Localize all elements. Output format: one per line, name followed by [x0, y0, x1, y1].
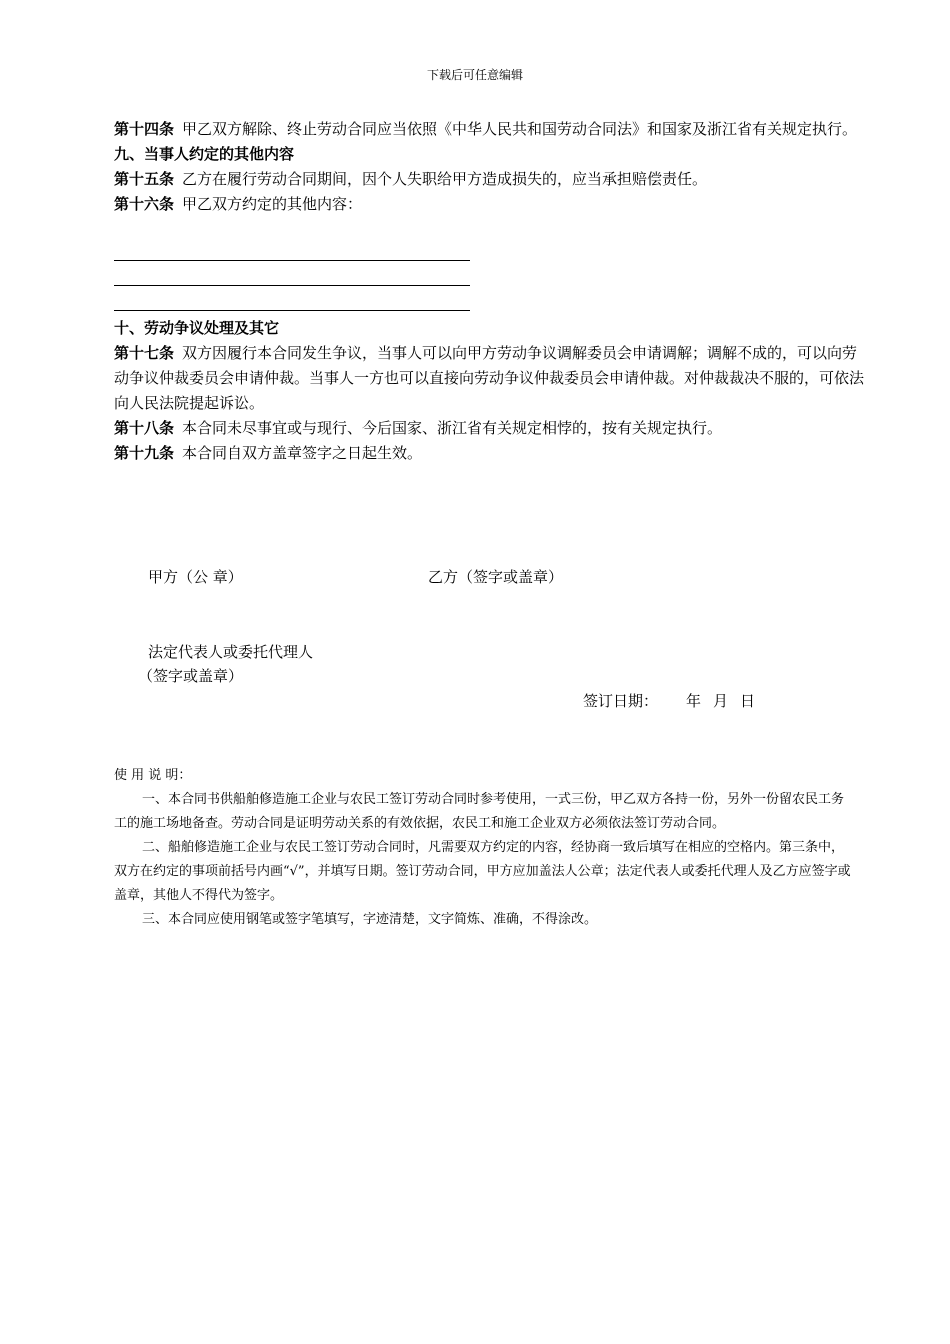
day-label: 日 — [740, 692, 756, 710]
article-17 — [114, 341, 864, 416]
usage-notes-title: 使 用 说 明： — [114, 768, 192, 783]
party-b-sign-label: 乙方（签字或盖章） — [428, 568, 564, 586]
usage-notes — [114, 764, 854, 932]
article-text: 本合同未尽事宜或与现行、今后国家、浙江省有关规定相悖的，按有关规定执行。 — [182, 419, 723, 437]
article-text: 本合同自双方盖章签字之日起生效。 — [182, 444, 423, 462]
article-label: 第十九条 — [114, 444, 175, 462]
party-a-seal-label: 甲方（公 章） — [148, 568, 243, 586]
usage-note-1: 一、本合同书供船舶修造施工企业与农民工签订劳动合同时参考使用，一式三份，甲乙双方各持一份，另外一份留农民工务工的施工场地备查。劳动合同是证明劳动关系的有效依据，农民工和施工企业双方必须依法签订劳动合同。 — [114, 792, 845, 831]
year-label: 年 — [686, 692, 702, 710]
representative-sign-label: （签字或盖章） — [138, 667, 244, 685]
article-18 — [114, 416, 864, 441]
article-label: 第十四条 — [114, 120, 175, 138]
section-heading-9: 九、当事人约定的其他内容 — [114, 145, 295, 163]
article-label: 第十六条 — [114, 195, 175, 213]
blank-fill-line-1 — [114, 260, 470, 261]
article-14 — [114, 117, 864, 142]
article-19 — [114, 441, 864, 466]
month-label: 月 — [713, 692, 729, 710]
contract-body-lower — [114, 316, 864, 466]
contract-body-upper — [114, 117, 864, 217]
article-label: 第十五条 — [114, 170, 175, 188]
article-text: 甲乙双方约定的其他内容： — [182, 195, 363, 213]
article-text: 乙方在履行劳动合同期间，因个人失职给甲方造成损失的，应当承担赔偿责任。 — [182, 170, 708, 188]
page-header: 下载后可任意编辑 — [426, 68, 523, 82]
article-15 — [114, 167, 864, 192]
section-heading-10: 十、劳动争议处理及其它 — [114, 319, 280, 337]
usage-note-3: 三、本合同应使用钢笔或签字笔填写，字迹清楚，文字简炼、准确，不得涂改。 — [142, 912, 598, 927]
representative-label: 法定代表人或委托代理人 — [148, 643, 314, 661]
article-label: 第十七条 — [114, 344, 175, 362]
blank-fill-line-3 — [114, 310, 470, 311]
usage-note-2: 二、船舶修造施工企业与农民工签订劳动合同时，凡需要双方约定的内容，经协商一致后填写在相应的空格内。第三条中，双方在约定的事项前括号内画“√”，并填写日期。签订劳动合同，甲方应加盖法人公章；法定代表人或委托代理人及乙方应签字或盖章，其他人不得代为签字。 — [114, 840, 851, 903]
signing-date — [583, 690, 755, 712]
article-text: 甲乙双方解除、终止劳动合同应当依照《中华人民共和国劳动合同法》和国家及浙江省有关规定执行。 — [182, 120, 858, 138]
article-16 — [114, 192, 864, 217]
article-label: 第十八条 — [114, 419, 175, 437]
signing-date-label: 签订日期： — [583, 692, 659, 710]
article-text: 双方因履行本合同发生争议，当事人可以向甲方劳动争议调解委员会申请调解；调解不成的，可以向劳动争议仲裁委员会申请仲裁。当事人一方也可以直接向劳动争议仲裁委员会申请仲裁。对仲裁裁决不服的，可依法向人民法院提起诉讼。 — [114, 344, 865, 412]
blank-fill-line-2 — [114, 285, 470, 286]
